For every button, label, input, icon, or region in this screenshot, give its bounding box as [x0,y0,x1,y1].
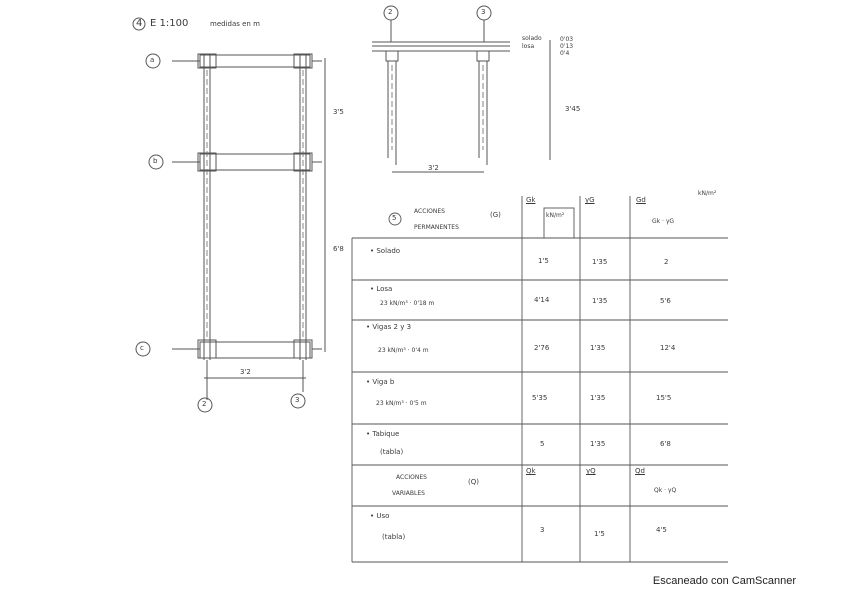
col-header-gd-unit: kN/m² [698,190,717,197]
col-header-gamma: γG [585,196,595,204]
row-tabique-gamma: 1'35 [590,440,606,448]
layer-solado: solado [522,35,542,42]
col-label-3: 3 [295,396,300,404]
section-width: 3'2 [428,164,439,172]
col-header-qd-formula: Qk · γQ [654,487,677,494]
row-solado-gk: 1'5 [538,257,549,265]
dim-horizontal: 3'2 [240,368,251,376]
row-vigas-label: • Vigas 2 y 3 [366,323,412,331]
row-vigas-gk: 2'76 [534,344,550,352]
row-solado-gd: 2 [664,258,669,266]
row-tabique-gd: 6'8 [660,440,671,448]
col-header-gd-formula: Gk · γG [652,218,675,225]
row-losa-gamma: 1'35 [592,297,608,305]
row-vigas-gd: 12'4 [660,344,676,352]
col-header-gd: Gd [636,196,646,204]
row-uso-gamma: 1'5 [594,530,605,538]
col-header-qk: Qk [526,467,536,475]
section-col-label-3: 3 [481,8,486,16]
row-uso-label: • Uso [370,512,390,520]
section-height: 3'45 [565,105,581,113]
row-vigas-formula: 23 kN/m³ · 0'4 m [378,347,429,354]
col-header-gamma-q: γQ [586,467,596,475]
scale-label: E 1:100 [150,18,189,29]
permanent-symbol: (G) [490,211,501,219]
axis-label-a: a [150,56,155,64]
row-viga-b-formula: 23 kN/m³ · 0'5 m [376,400,427,407]
row-tabique-source: (tabla) [380,448,404,456]
section-number: 4 [136,18,143,29]
section-col-label-2: 2 [388,8,393,16]
axis-label-b: b [153,157,158,165]
row-viga-b-gd: 15'5 [656,394,672,402]
row-uso-source: (tabla) [382,533,406,541]
permanent-title-line2: PERMANENTES [414,224,459,231]
row-viga-b-label: • Viga b [366,378,395,386]
row-losa-gd: 5'6 [660,297,671,305]
permanent-title-line1: ACCIONES [414,208,445,215]
row-tabique-label: • Tabique [366,430,400,438]
variable-title-line1: ACCIONES [396,474,427,481]
col-header-qd: Qd [635,467,645,475]
dim-thickness-3: 0'4 [560,50,570,57]
axis-label-c: c [140,344,144,352]
row-solado-label: • Solado [370,247,401,255]
col-header-gk: Gk [526,196,536,204]
variable-title-line2: VARIABLES [392,490,425,497]
row-viga-b-gamma: 1'35 [590,394,606,402]
row-viga-b-gk: 5'35 [532,394,548,402]
row-losa-gk: 4'14 [534,296,550,304]
col-header-gk-unit: kN/m² [546,212,565,219]
row-uso-qd: 4'5 [656,526,667,534]
row-tabique-gk: 5 [540,440,545,448]
row-losa-formula: 23 kN/m³ · 0'18 m [380,300,435,307]
col-label-2: 2 [202,400,207,408]
variable-symbol: (Q) [468,478,479,486]
row-losa-label: • Losa [370,285,393,293]
row-uso-qk: 3 [540,526,545,534]
dim-vertical-top: 3'5 [333,108,344,116]
dim-thickness-1: 0'03 [560,36,574,43]
units-note: medidas en m [210,20,260,28]
dim-vertical-bottom: 6'8 [333,245,344,253]
table-section-number: 5 [392,214,397,222]
layer-losa: losa [522,43,535,50]
scanner-watermark: Escaneado con CamScanner [652,575,796,587]
row-vigas-gamma: 1'35 [590,344,606,352]
row-solado-gamma: 1'35 [592,258,608,266]
dim-thickness-2: 0'13 [560,43,574,50]
